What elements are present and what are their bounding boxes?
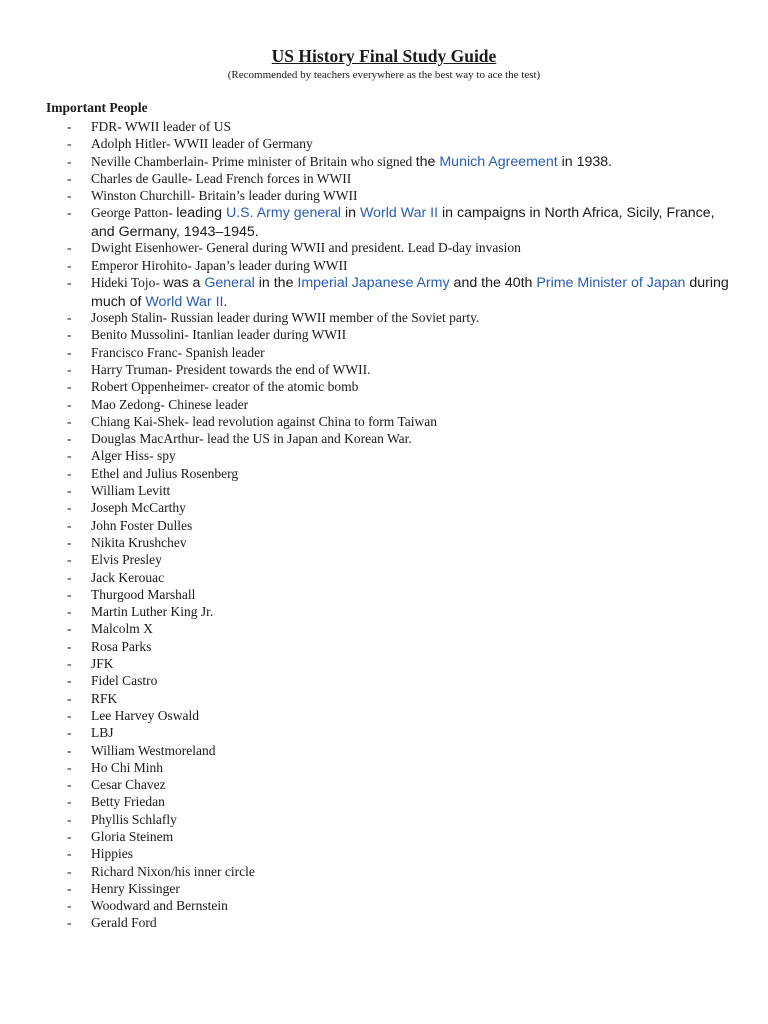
bullet-dash: - xyxy=(67,534,72,550)
bullet-dash: - xyxy=(67,604,72,620)
list-item xyxy=(0,672,768,689)
text-segment: the xyxy=(415,153,440,170)
text-segment: Malcolm X xyxy=(91,621,153,637)
list-item-text xyxy=(91,378,731,395)
list-item-text xyxy=(91,187,731,204)
text-segment: Benito Mussolini- Itanlian leader during WWII xyxy=(91,327,347,343)
hyperlink[interactable]: U.S. Army general xyxy=(225,205,342,222)
list-item xyxy=(0,517,768,534)
text-segment: Nikita Krushchev xyxy=(91,534,187,550)
bullet-dash: - xyxy=(67,119,72,134)
list-item-text xyxy=(91,638,731,655)
section-heading: Important People xyxy=(46,100,148,115)
bullet-dash: - xyxy=(67,569,72,585)
list-item-text xyxy=(91,655,731,672)
bullet-dash: - xyxy=(67,673,72,689)
bullet-dash: - xyxy=(67,517,72,533)
list-item-text xyxy=(91,586,731,603)
list-item xyxy=(0,707,768,724)
list-item xyxy=(0,170,768,187)
list-item-text xyxy=(91,274,731,311)
list-item xyxy=(0,742,768,759)
list-item-text xyxy=(91,863,731,880)
text-segment: Richard Nixon/his inner circle xyxy=(91,863,255,879)
text-segment: John Foster Dulles xyxy=(91,517,193,533)
text-segment: Harry Truman- President towards the end of WWII. xyxy=(91,361,371,377)
bullet-dash: - xyxy=(67,759,72,775)
text-segment: Thurgood Marshall xyxy=(91,586,196,602)
text-segment: in 1938. xyxy=(557,153,613,170)
bullet-dash: - xyxy=(67,811,72,827)
text-segment: RFK xyxy=(91,690,118,706)
hyperlink[interactable]: Munich Agreement xyxy=(439,153,558,170)
text-segment: Mao Zedong- Chinese leader xyxy=(91,396,249,412)
list-item-text xyxy=(91,551,731,568)
text-segment: Emperor Hirohito- Japan’s leader during WWII xyxy=(91,257,348,273)
bullet-dash: - xyxy=(67,310,72,326)
hyperlink[interactable]: Prime Minister of Japan xyxy=(536,275,686,292)
list-item xyxy=(0,534,768,551)
text-segment: Lee Harvey Oswald xyxy=(91,707,199,723)
list-item-text xyxy=(91,118,731,135)
list-item-text xyxy=(91,465,731,482)
text-segment: Alger Hiss- spy xyxy=(91,448,176,464)
bullet-dash: - xyxy=(67,725,72,741)
text-segment: William Westmoreland xyxy=(91,742,216,758)
bullet-dash: - xyxy=(67,379,72,395)
list-item-text xyxy=(91,845,731,862)
bullet-dash: - xyxy=(67,742,72,758)
list-item-text xyxy=(91,170,731,187)
list-item xyxy=(0,153,768,170)
list-item xyxy=(0,759,768,776)
text-segment: Neville Chamberlain- Prime minister of Britain who signed xyxy=(91,153,416,169)
bullet-dash: - xyxy=(67,846,72,862)
list-item xyxy=(0,724,768,741)
text-segment: Joseph McCarthy xyxy=(91,500,186,516)
text-segment: George Patton- xyxy=(91,205,177,221)
list-item xyxy=(0,326,768,343)
list-item xyxy=(0,880,768,897)
list-item-text xyxy=(91,707,731,724)
list-item xyxy=(0,569,768,586)
text-segment: in xyxy=(341,205,360,222)
bullet-dash: - xyxy=(67,240,72,256)
bullet-dash: - xyxy=(67,483,72,499)
bullet-dash: - xyxy=(67,327,72,343)
text-segment: Woodward and Bernstein xyxy=(91,898,228,914)
text-segment: Dwight Eisenhower- General during WWII and president. Lead D-day invasion xyxy=(91,240,521,256)
text-segment: Martin Luther King Jr. xyxy=(91,604,214,620)
list-item-text xyxy=(91,344,731,361)
list-item xyxy=(0,828,768,845)
list-item xyxy=(0,257,768,274)
bullet-dash: - xyxy=(67,136,72,152)
bullet-dash: - xyxy=(67,586,72,602)
list-item xyxy=(0,118,768,135)
list-item-text xyxy=(91,534,731,551)
list-item xyxy=(0,465,768,482)
list-item-text xyxy=(91,517,731,534)
list-item-text xyxy=(91,603,731,620)
bullet-dash: - xyxy=(67,153,72,169)
list-item-text xyxy=(91,309,731,326)
list-item-text xyxy=(91,569,731,586)
bullet-dash: - xyxy=(67,707,72,723)
text-segment: Cesar Chavez xyxy=(91,777,166,793)
bullet-dash: - xyxy=(67,638,72,654)
list-item xyxy=(0,396,768,413)
bullet-dash: - xyxy=(67,828,72,844)
list-item-text xyxy=(91,482,731,499)
bullet-dash: - xyxy=(67,777,72,793)
text-segment: . xyxy=(223,293,228,310)
text-segment: Francisco Franc- Spanish leader xyxy=(91,344,265,360)
text-segment: Robert Oppenheimer- creator of the atomic bomb xyxy=(91,379,359,395)
list-item xyxy=(0,603,768,620)
list-item xyxy=(0,690,768,707)
list-item xyxy=(0,361,768,378)
text-segment: Winston Churchill- Britain’s leader during WWII xyxy=(91,188,358,204)
list-item xyxy=(0,187,768,204)
list-item-text xyxy=(91,430,731,447)
list-item xyxy=(0,845,768,862)
list-item-text xyxy=(91,153,731,171)
list-item xyxy=(0,620,768,637)
bullet-dash: - xyxy=(67,413,72,429)
list-item-text xyxy=(91,672,731,689)
text-segment: Gloria Steinem xyxy=(91,828,174,844)
list-item-text xyxy=(91,135,731,152)
bullet-dash: - xyxy=(67,465,72,481)
list-item-text xyxy=(91,724,731,741)
list-item xyxy=(0,793,768,810)
text-segment: Douglas MacArthur- lead the US in Japan and Korean War. xyxy=(91,431,412,447)
list-item xyxy=(0,586,768,603)
list-item-text xyxy=(91,793,731,810)
list-item xyxy=(0,482,768,499)
list-item xyxy=(0,863,768,880)
text-segment: Hideki Tojo- xyxy=(91,275,164,291)
text-segment: Henry Kissinger xyxy=(91,880,180,896)
list-item-text xyxy=(91,620,731,637)
people-list xyxy=(0,118,768,932)
bullet-dash: - xyxy=(67,915,72,931)
text-segment: Chiang Kai-Shek- lead revolution against China to form Taiwan xyxy=(91,413,437,429)
list-item-text xyxy=(91,690,731,707)
list-item-text xyxy=(91,396,731,413)
list-item xyxy=(0,204,768,239)
list-item-text xyxy=(91,204,731,241)
text-segment: Elvis Presley xyxy=(91,552,162,568)
text-segment: Joseph Stalin- Russian leader during WWII member of the Soviet party. xyxy=(91,310,480,326)
list-item xyxy=(0,811,768,828)
list-item-text xyxy=(91,239,731,256)
text-segment: was a xyxy=(163,275,205,292)
list-item xyxy=(0,239,768,256)
list-item xyxy=(0,638,768,655)
hyperlink[interactable]: World War II xyxy=(145,293,224,310)
bullet-dash: - xyxy=(67,431,72,447)
list-item-text xyxy=(91,828,731,845)
list-item-text xyxy=(91,742,731,759)
list-item-text xyxy=(91,361,731,378)
list-item-text xyxy=(91,880,731,897)
bullet-dash: - xyxy=(67,344,72,360)
text-segment: LBJ xyxy=(91,725,114,741)
hyperlink[interactable]: Imperial Japanese Army xyxy=(297,275,450,292)
text-segment: and the 40th xyxy=(449,275,537,292)
text-segment: William Levitt xyxy=(91,483,171,499)
list-item xyxy=(0,776,768,793)
list-item-text xyxy=(91,447,731,464)
hyperlink[interactable]: General xyxy=(204,275,255,292)
hyperlink[interactable]: World War II xyxy=(360,205,439,222)
bullet-dash: - xyxy=(67,690,72,706)
text-segment: Gerald Ford xyxy=(91,915,157,931)
text-segment: Phyllis Schlafly xyxy=(91,811,177,827)
document-title: US History Final Study Guide xyxy=(271,46,497,66)
text-segment: Hippies xyxy=(91,846,133,862)
text-segment: Ethel and Julius Rosenberg xyxy=(91,465,239,481)
bullet-dash: - xyxy=(67,170,72,186)
bullet-dash: - xyxy=(67,396,72,412)
list-item xyxy=(0,914,768,931)
list-item xyxy=(0,344,768,361)
bullet-dash: - xyxy=(67,656,72,672)
list-item xyxy=(0,378,768,395)
list-item xyxy=(0,499,768,516)
text-segment: Jack Kerouac xyxy=(91,569,165,585)
list-item-text xyxy=(91,914,731,931)
text-segment: Rosa Parks xyxy=(91,638,152,654)
text-segment: in campaigns in North Africa, Sicily, France, and Germany, 1943–1945. xyxy=(91,205,715,240)
bullet-dash: - xyxy=(67,794,72,810)
list-item-text xyxy=(91,759,731,776)
list-item-text xyxy=(91,326,731,343)
bullet-dash: - xyxy=(67,863,72,879)
list-item-text xyxy=(91,776,731,793)
bullet-dash: - xyxy=(67,257,72,273)
bullet-dash: - xyxy=(67,880,72,896)
list-item xyxy=(0,135,768,152)
text-segment: Betty Friedan xyxy=(91,794,165,810)
text-segment: Fidel Castro xyxy=(91,673,158,689)
text-segment: JFK xyxy=(91,656,114,672)
list-item xyxy=(0,274,768,309)
document-subtitle: (Recommended by teachers everywhere as the best way to ace the test) xyxy=(227,69,541,81)
text-segment: during much of xyxy=(91,275,729,310)
text-segment: Adolph Hitler- WWII leader of Germany xyxy=(91,136,313,152)
list-item xyxy=(0,430,768,447)
list-item xyxy=(0,447,768,464)
bullet-dash: - xyxy=(67,552,72,568)
bullet-dash: - xyxy=(67,500,72,516)
bullet-dash: - xyxy=(67,361,72,377)
bullet-dash: - xyxy=(67,621,72,637)
text-segment: FDR- WWII leader of US xyxy=(91,119,231,134)
list-item-text xyxy=(91,257,731,274)
list-item xyxy=(0,655,768,672)
list-item xyxy=(0,897,768,914)
text-segment: in the xyxy=(254,275,298,292)
list-item-text xyxy=(91,499,731,516)
list-item-text xyxy=(91,811,731,828)
text-segment: leading xyxy=(176,205,226,222)
list-item xyxy=(0,551,768,568)
list-item xyxy=(0,309,768,326)
bullet-dash: - xyxy=(67,188,72,204)
text-segment: Ho Chi Minh xyxy=(91,759,164,775)
list-item-text xyxy=(91,897,731,914)
bullet-dash: - xyxy=(67,448,72,464)
bullet-dash: - xyxy=(67,205,72,221)
text-segment: Charles de Gaulle- Lead French forces in WWII xyxy=(91,170,352,186)
list-item xyxy=(0,413,768,430)
bullet-dash: - xyxy=(67,898,72,914)
bullet-dash: - xyxy=(67,275,72,291)
list-item-text xyxy=(91,413,731,430)
